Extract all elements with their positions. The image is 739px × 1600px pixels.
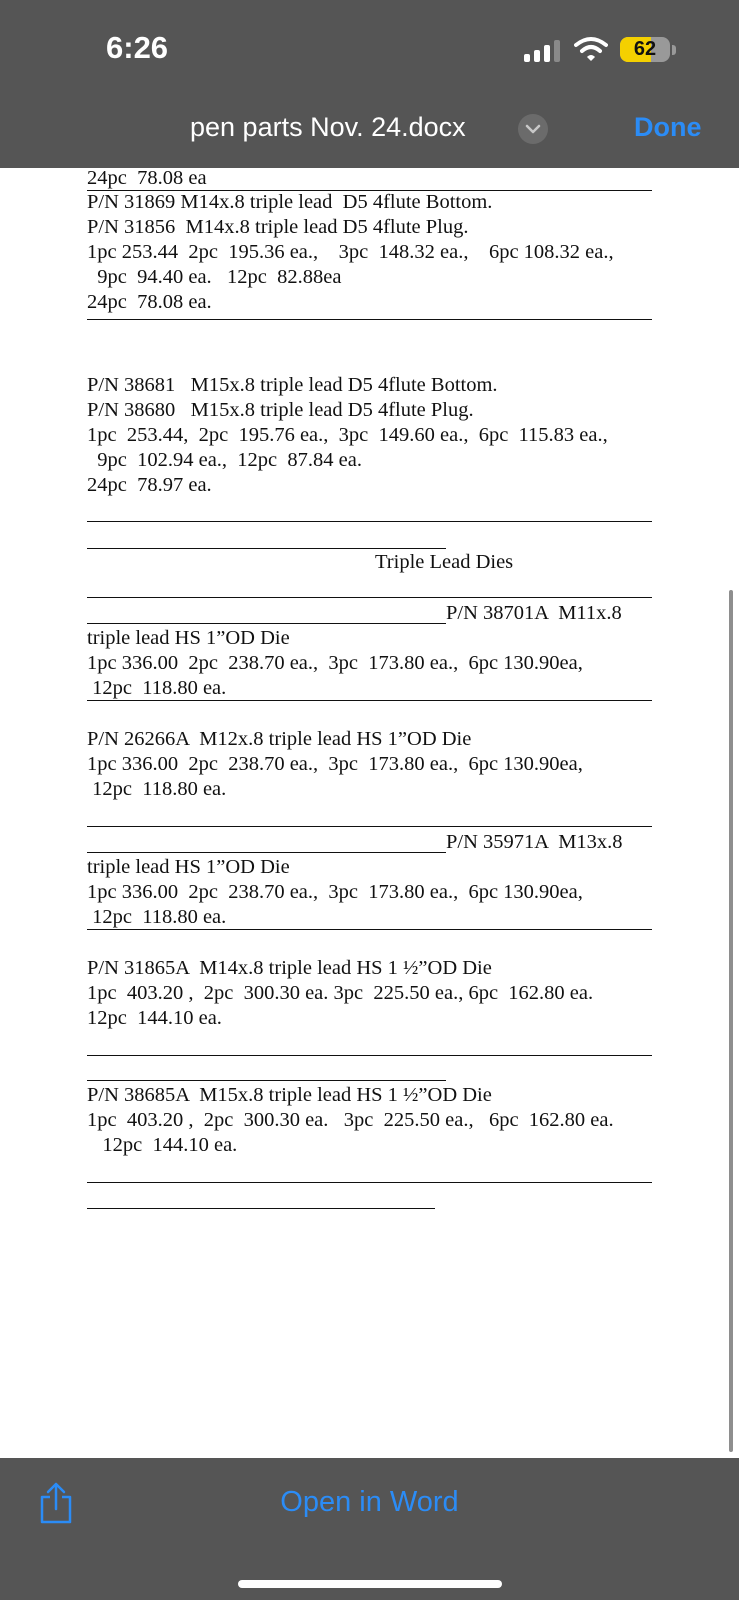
done-button[interactable]: Done — [634, 112, 702, 142]
separator-line — [87, 1182, 652, 1183]
separator-line — [87, 319, 652, 320]
doc-line: 1pc 336.00 2pc 238.70 ea., 3pc 173.80 ea., 6pc 130.90ea, — [87, 881, 583, 903]
doc-line: P/N 38680 M15x.8 triple lead D5 4flute Plug. — [87, 399, 474, 421]
doc-line: 12pc 144.10 ea. — [87, 1007, 222, 1029]
doc-line: 1pc 403.20 , 2pc 300.30 ea. 3pc 225.50 ea., 6pc 162.80 ea. — [87, 982, 594, 1004]
doc-line: P/N 38685A M15x.8 triple lead HS 1 ½”OD Die — [87, 1084, 492, 1106]
doc-line: P/N 35971A M13x.8 — [446, 831, 623, 853]
separator-line — [87, 929, 652, 930]
signal-bar — [534, 50, 540, 62]
doc-line: 12pc 118.80 ea. — [87, 906, 227, 928]
doc-line: 24pc 78.97 ea. — [87, 474, 212, 496]
doc-line: 24pc 78.08 ea — [87, 168, 207, 189]
doc-line: P/N 38681 M15x.8 triple lead D5 4flute Bottom. — [87, 374, 498, 396]
doc-line: 1pc 253.44, 2pc 195.76 ea., 3pc 149.60 ea., 6pc 115.83 ea., — [87, 424, 608, 446]
separator-line — [87, 1208, 435, 1209]
separator-line — [87, 826, 652, 827]
doc-line: 1pc 336.00 2pc 238.70 ea., 3pc 173.80 ea., 6pc 130.90ea, — [87, 652, 583, 674]
document-view[interactable] — [0, 168, 739, 1458]
doc-line: 1pc 403.20 , 2pc 300.30 ea. 3pc 225.50 ea., 6pc 162.80 ea. — [87, 1109, 614, 1131]
section-heading: Triple Lead Dies — [375, 551, 514, 573]
battery-tip — [672, 45, 676, 55]
battery-icon — [620, 37, 670, 62]
bottom-bar — [0, 1458, 739, 1600]
doc-line: triple lead HS 1”OD Die — [87, 856, 290, 878]
separator-line — [87, 521, 652, 522]
open-in-word-button[interactable]: Open in Word — [280, 1486, 459, 1518]
doc-line: P/N 31865A M14x.8 triple lead HS 1 ½”OD Die — [87, 957, 492, 979]
signal-bar — [524, 54, 530, 62]
doc-line: 12pc 118.80 ea. — [87, 778, 227, 800]
separator-line — [87, 700, 652, 701]
separator-line — [87, 597, 652, 598]
doc-line: triple lead HS 1”OD Die — [87, 627, 290, 649]
doc-line: P/N 31856 M14x.8 triple lead D5 4flute Plug. — [87, 216, 469, 238]
signal-bar — [544, 45, 550, 62]
doc-line: 12pc 144.10 ea. — [87, 1134, 238, 1156]
document-title[interactable]: pen parts Nov. 24.docx — [190, 112, 466, 142]
doc-line: 9pc 102.94 ea., 12pc 87.84 ea. — [87, 449, 362, 471]
doc-line: P/N 38701A M11x.8 — [446, 602, 622, 624]
doc-line: 9pc 94.40 ea. 12pc 82.88ea — [87, 266, 342, 288]
cellular-signal-icon — [524, 40, 564, 62]
wifi-icon — [574, 36, 608, 62]
separator-line — [87, 1080, 446, 1081]
separator-line — [87, 548, 446, 549]
doc-line: 1pc 253.44 2pc 195.36 ea., 3pc 148.32 ea., 6pc 108.32 ea., — [87, 241, 614, 263]
separator-line — [87, 1055, 652, 1056]
battery-percent: 62 — [633, 38, 657, 60]
doc-line: P/N 26266A M12x.8 triple lead HS 1”OD Die — [87, 728, 472, 750]
doc-line: 12pc 118.80 ea. — [87, 677, 227, 699]
separator-line — [87, 623, 446, 624]
doc-line: 24pc 78.08 ea. — [87, 291, 212, 313]
signal-bar — [554, 40, 560, 62]
home-indicator[interactable] — [238, 1580, 502, 1588]
chevron-down-icon[interactable] — [518, 114, 548, 144]
doc-line: 1pc 336.00 2pc 238.70 ea., 3pc 173.80 ea., 6pc 130.90ea, — [87, 753, 583, 775]
doc-line: P/N 31869 M14x.8 triple lead D5 4flute Bottom. — [87, 191, 493, 213]
separator-line — [87, 852, 446, 853]
status-time: 6:26 — [106, 30, 169, 65]
scrollbar[interactable] — [729, 590, 733, 1452]
